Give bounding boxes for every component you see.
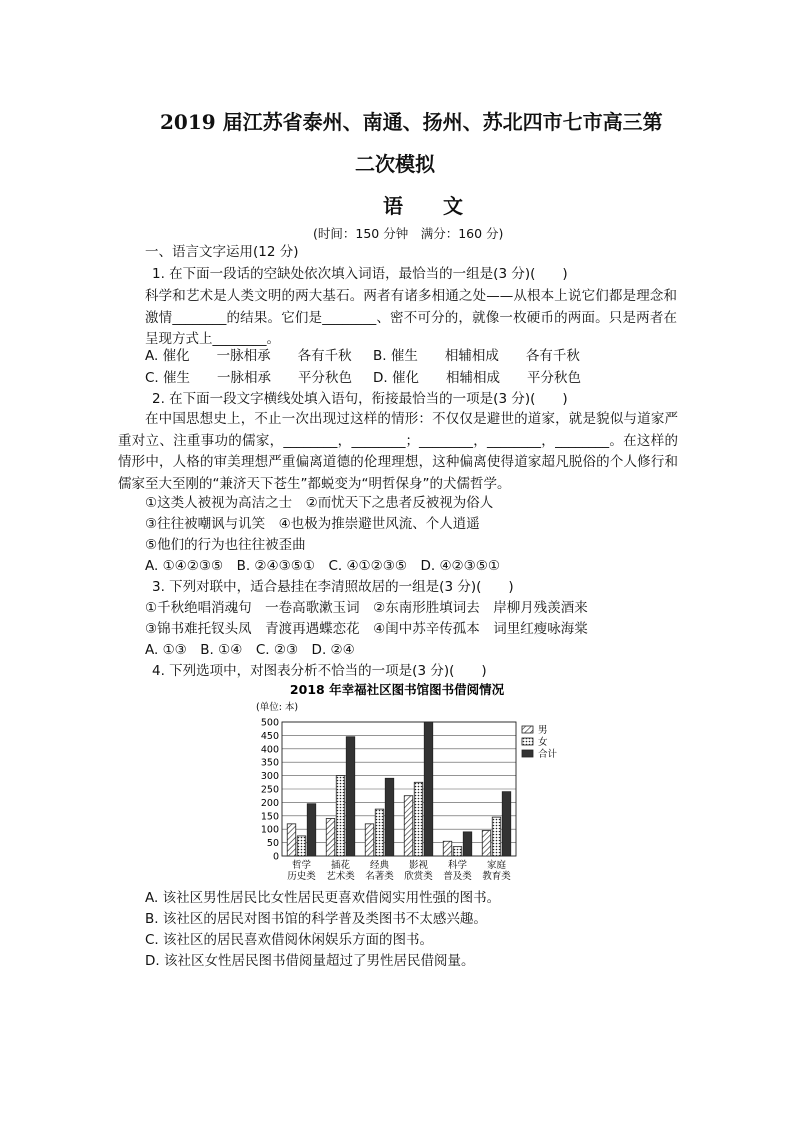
y-tick-label: 0 xyxy=(272,851,279,863)
y-tick-label: 100 xyxy=(260,824,279,836)
x-tick-label: 科学 xyxy=(447,860,468,871)
y-tick-label: 400 xyxy=(260,744,279,756)
bar-男 xyxy=(482,831,491,856)
q3-options: A. ①③ B. ①④ C. ②③ D. ②④ xyxy=(145,642,355,658)
x-tick-label: 教育类 xyxy=(482,871,511,882)
x-tick-label: 名著类 xyxy=(365,871,394,882)
section-heading: 一、语言文字运用(12 分) xyxy=(145,244,299,260)
bar-女 xyxy=(375,809,384,856)
q1-passage: 科学和艺术是人类文明的两大基石。两者有诸多相通之处——从根本上说它们都是理念和激情________的结果。它们是________、密不可分的，就像一枚硬币的两面。只是两者在呈现方式上________。 xyxy=(145,288,677,347)
x-tick-label: 影视 xyxy=(408,860,429,871)
chart-unit-label: (单位: 本) xyxy=(256,702,299,713)
bar-合计 xyxy=(463,832,472,856)
q1-stem: 1. 在下面一段话的空缺处依次填入词语，最恰当的一组是(3 分)( ) xyxy=(152,266,568,282)
q2-options: A. ①④②③⑤ B. ②④③⑤① C. ④①②③⑤ D. ④②③⑤① xyxy=(145,558,500,574)
q2-item-3: ⑤他们的行为也往往被歪曲 xyxy=(145,537,306,553)
bar-男 xyxy=(326,818,335,856)
x-tick-label: 插花 xyxy=(330,860,351,871)
bar-男 xyxy=(404,796,413,856)
q1-option-d: D. 催化 相辅相成 平分秋色 xyxy=(373,370,581,386)
q1-option-b: B. 催生 相辅相成 各有千秋 xyxy=(373,348,580,364)
q4-option-a: A. 该社区男性居民比女性居民更喜欢借阅实用性强的图书。 xyxy=(145,890,501,906)
legend-swatch xyxy=(522,738,533,745)
y-tick-label: 200 xyxy=(260,797,279,809)
q3-stem: 3. 下列对联中，适合悬挂在李清照故居的一组是(3 分)( ) xyxy=(152,579,514,595)
q4-stem: 4. 下列选项中，对图表分析不恰当的一项是(3 分)( ) xyxy=(152,663,487,679)
bar-合计 xyxy=(424,722,433,856)
y-tick-label: 250 xyxy=(260,784,279,796)
x-tick-label: 普及类 xyxy=(443,871,472,882)
chart-title: 2018 年幸福社区图书馆图书借阅情况 xyxy=(289,682,505,697)
bar-男 xyxy=(287,824,296,856)
q2-passage: 在中国思想史上，不止一次出现过这样的情形：不仅仅是避世的道家，就是貌似与道家严重对立、注重事功的儒家，________，________；________，________，________。在这样的情形中，人格的审美理想严重偏离道德的伦理理想，这种偏离使得道家超凡脱俗的个人修行和儒家至大至刚的“兼济天下苍生”都蜕变为“明哲保身”的犬儒哲学。 xyxy=(118,411,678,492)
bar-女 xyxy=(492,817,501,856)
x-tick-label: 经典 xyxy=(369,860,390,871)
x-tick-label: 家庭 xyxy=(486,860,507,871)
legend-label: 合计 xyxy=(538,749,558,760)
bar-男 xyxy=(365,824,374,856)
x-tick-label: 艺术类 xyxy=(326,871,355,882)
bar-女 xyxy=(414,782,423,856)
bar-女 xyxy=(453,847,462,856)
bar-合计 xyxy=(307,804,316,856)
bar-合计 xyxy=(502,792,511,856)
q4-option-c: C. 该社区的居民喜欢借阅休闲娱乐方面的图书。 xyxy=(145,932,434,948)
y-tick-label: 300 xyxy=(260,771,279,783)
x-tick-label: 欣赏类 xyxy=(404,871,433,882)
time-info: (时间：150 分钟 满分：160 分) xyxy=(313,226,504,241)
q3-item-2: ③锦书难托钗头凤 青渡再遇蝶恋花 ④闺中苏辛传孤本 词里红瘦咏海棠 xyxy=(145,621,588,637)
exam-title-line1: 2019 届江苏省泰州、南通、扬州、苏北四市七市高三第 xyxy=(160,110,663,134)
q4-option-b: B. 该社区的居民对图书馆的科学普及类图书不太感兴趣。 xyxy=(145,911,487,927)
y-tick-label: 150 xyxy=(260,811,279,823)
bar-合计 xyxy=(385,778,394,856)
legend-swatch xyxy=(522,750,533,757)
bar-女 xyxy=(336,776,345,856)
x-tick-label: 哲学 xyxy=(291,860,312,871)
exam-title-line2: 二次模拟 xyxy=(355,152,435,176)
q2-item-2: ③往往被嘲讽与讥笑 ④也极为推崇避世风流、个人逍遥 xyxy=(145,516,480,532)
x-tick-label: 历史类 xyxy=(287,871,316,882)
bar-男 xyxy=(443,841,452,856)
y-tick-label: 500 xyxy=(260,717,279,729)
legend-label: 男 xyxy=(538,725,548,736)
legend-label: 女 xyxy=(538,737,548,748)
q2-item-1: ①这类人被视为高洁之士 ②而忧天下之患者反被视为俗人 xyxy=(145,495,494,511)
bar-女 xyxy=(297,836,306,856)
borrowing-chart xyxy=(0,680,794,900)
q1-option-c: C. 催生 一脉相承 平分秋色 xyxy=(145,370,353,386)
q4-option-d: D. 该社区女性居民图书借阅量超过了男性居民借阅量。 xyxy=(145,953,475,969)
bar-合计 xyxy=(346,737,355,856)
q2-stem: 2. 在下面一段文字横线处填入语句，衔接最恰当的一项是(3 分)( ) xyxy=(152,391,568,407)
y-tick-label: 350 xyxy=(260,757,279,769)
y-tick-label: 50 xyxy=(266,838,279,850)
subject-title: 语 文 xyxy=(383,194,463,218)
y-tick-label: 450 xyxy=(260,730,279,742)
legend-swatch xyxy=(522,726,533,733)
q3-item-1: ①千秋绝唱消魂句 一卷高歌漱玉词 ②东南形胜填词去 岸柳月残羡酒来 xyxy=(145,600,588,616)
q1-option-a: A. 催化 一脉相承 各有千秋 xyxy=(145,348,352,364)
